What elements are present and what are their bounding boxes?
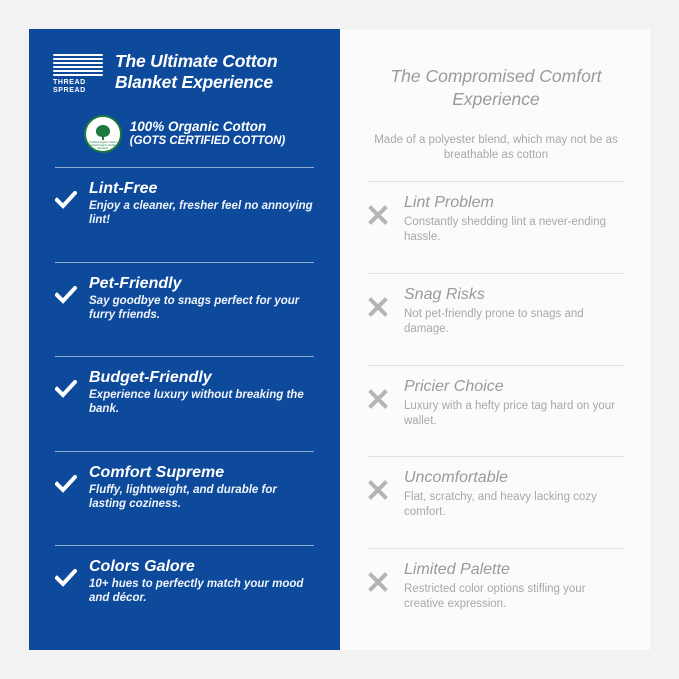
- drawback-title: Lint Problem: [404, 194, 494, 211]
- organic-cotton-row: [53, 115, 316, 153]
- check-icon: [55, 179, 77, 209]
- benefits-panel: [29, 29, 340, 650]
- gots-organic-leaf-seal-icon: [84, 115, 122, 153]
- right-headline: The Compromised Comfort Experience: [390, 66, 602, 109]
- drawback-description: Flat, scratchy, and heavy lacking cozy comfort.: [404, 491, 597, 519]
- drawback-title: Pricier Choice: [404, 377, 504, 395]
- right-subtext: Made of a polyester blend, which may not be as breathable as cotton: [374, 134, 618, 161]
- drawback-list: [366, 182, 626, 640]
- benefit-description: 10+ hues to perfectly match your mood and décor.: [89, 578, 304, 605]
- check-icon: [55, 368, 77, 398]
- benefit-description: Experience luxury without breaking the bank.: [89, 389, 304, 416]
- check-icon: [55, 274, 77, 304]
- list-item: [366, 182, 626, 273]
- benefit-title: Comfort Supreme: [89, 463, 225, 481]
- x-icon: [368, 560, 390, 592]
- list-item: [53, 546, 316, 640]
- striped-lines-logo-icon: [53, 54, 103, 76]
- left-headline: The Ultimate Cotton Blanket Experience: [115, 51, 278, 92]
- organic-title: 100% Organic Cotton: [129, 119, 267, 134]
- drawback-title: Uncomfortable: [404, 469, 509, 487]
- organic-subtitle: (GOTS CERTIFIED COTTON): [129, 135, 286, 147]
- list-item: [366, 274, 626, 365]
- brand-header: [53, 51, 316, 95]
- x-icon: [368, 285, 390, 317]
- badge-caption: Certified Organic Cotton Global Organic Textile Standard: [88, 141, 117, 150]
- x-icon: [368, 468, 390, 500]
- list-item: [366, 549, 626, 640]
- drawbacks-panel: [340, 29, 650, 650]
- benefit-title: Pet-Friendly: [89, 274, 182, 292]
- benefit-description: Say goodbye to snags perfect for your furry friends.: [89, 294, 300, 321]
- thread-spread-logo: [53, 51, 103, 95]
- drawback-title: Snag Risks: [404, 285, 485, 303]
- benefit-description: Fluffy, lightweight, and durable for lasting coziness.: [89, 483, 277, 510]
- benefit-title: Budget-Friendly: [89, 369, 212, 387]
- list-item: [53, 452, 316, 546]
- drawback-title: Limited Palette: [404, 561, 510, 579]
- benefit-description: Enjoy a cleaner, fresher feel no annoying lint!: [89, 200, 313, 226]
- logo-wordmark: THREAD SPREAD: [53, 79, 86, 94]
- list-item: [366, 457, 626, 548]
- comparison-card: [29, 29, 650, 650]
- benefit-list: [53, 168, 316, 640]
- drawback-description: Not pet-friendly prone to snags and damage.: [404, 307, 584, 335]
- check-icon: [55, 463, 77, 493]
- check-icon: [55, 557, 77, 587]
- list-item: [53, 168, 316, 262]
- drawback-description: Restricted color options stifling your creative expression.: [404, 583, 586, 611]
- drawback-description: Luxury with a hefty price tag hard on your wallet.: [404, 399, 615, 427]
- benefit-title: Lint-Free: [89, 180, 158, 197]
- benefit-title: Colors Galore: [89, 558, 195, 576]
- x-icon: [368, 377, 390, 409]
- x-icon: [368, 193, 390, 225]
- list-item: [53, 357, 316, 451]
- list-item: [366, 366, 626, 457]
- list-item: [53, 263, 316, 357]
- drawback-description: Constantly shedding lint a never-ending hassle.: [404, 216, 607, 243]
